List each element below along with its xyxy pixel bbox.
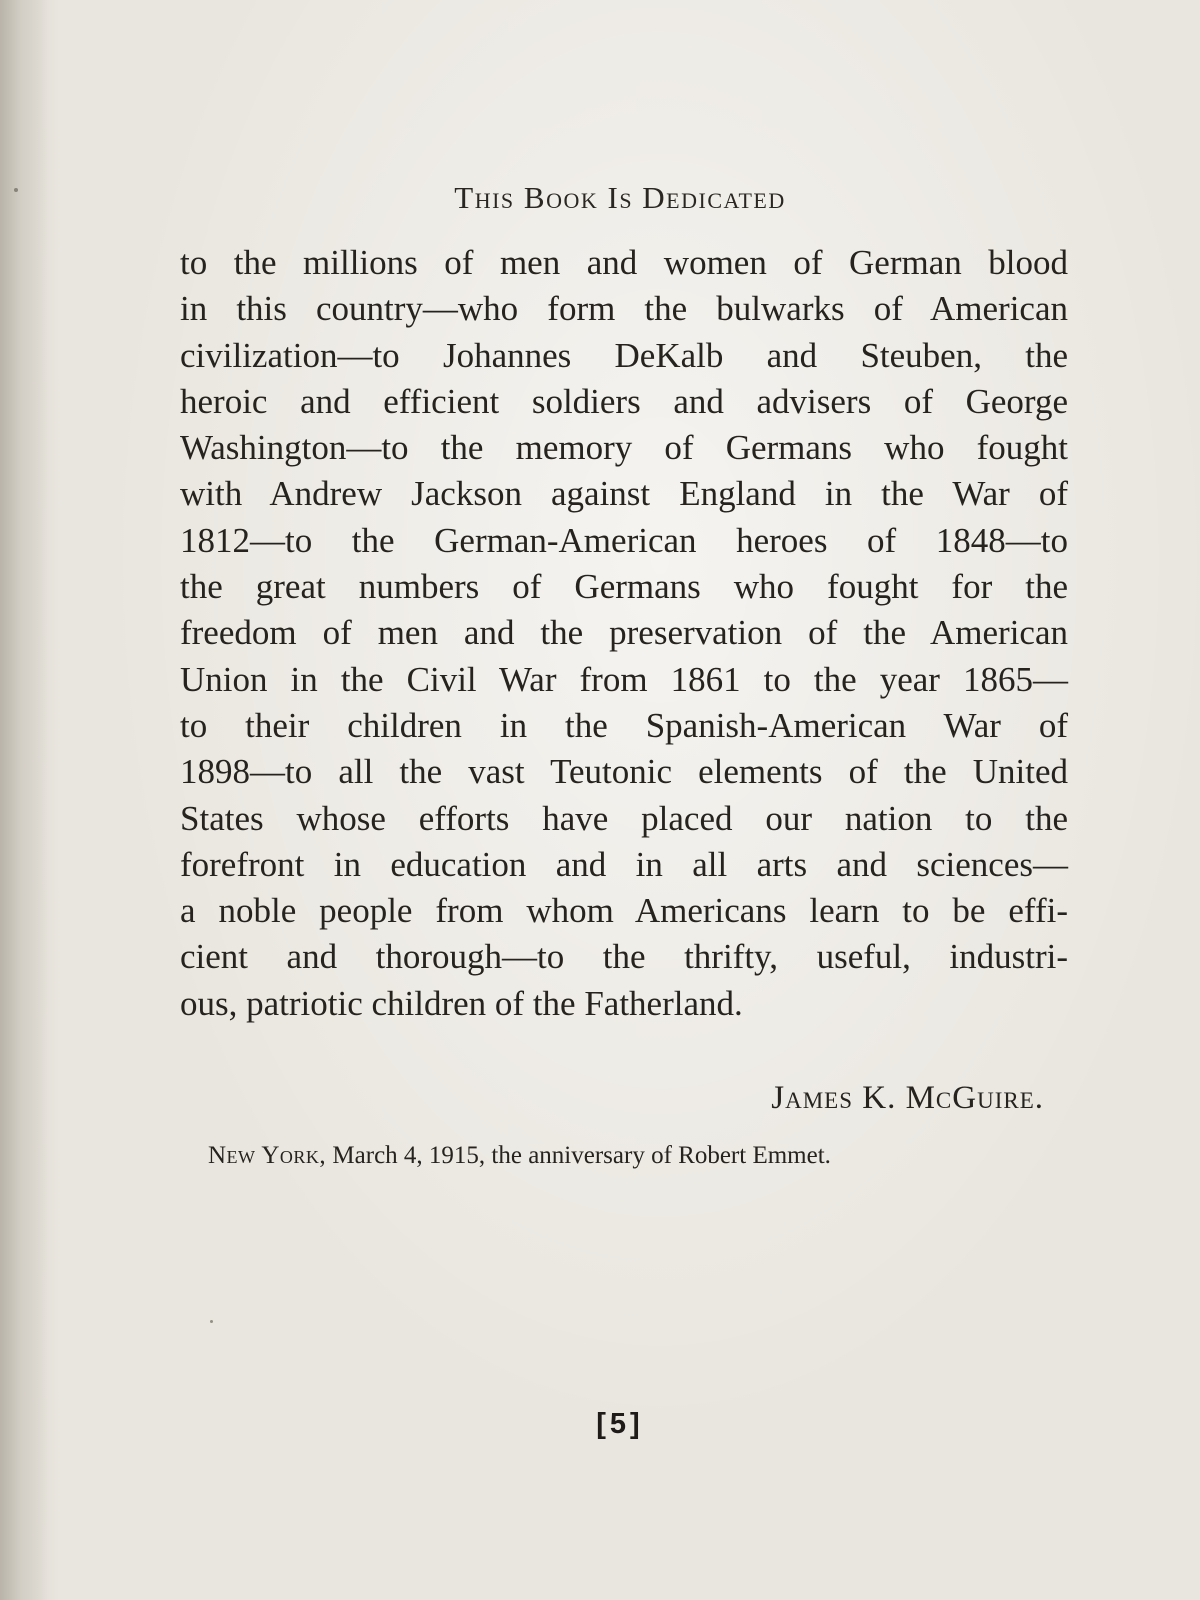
page-number: [5] (596, 1408, 644, 1440)
dedication-line: Union in the Civil War from 1861 to the year 1865— (180, 659, 1068, 699)
dedication-line: States whose efforts have placed our nation to the (180, 798, 1068, 838)
dedication-line: the great numbers of Germans who fought for the (180, 567, 1068, 607)
dedication-line: in this country—who form the bulwarks of American (180, 289, 1068, 329)
dedication-line: to their children in the Spanish-American War of (180, 705, 1068, 745)
paper-speck (210, 1320, 213, 1323)
dedication-line: 1812—to the German-American heroes of 1848—to (180, 520, 1068, 560)
dedication-line: 1898—to all the vast Teutonic elements of the United (180, 752, 1068, 792)
dedication-line: heroic and efficient soldiers and advisers of George (180, 381, 1068, 421)
dedication-line: freedom of men and the preservation of the American (180, 613, 1068, 653)
place-name: New York, (208, 1142, 327, 1169)
page-gutter-shadow (0, 0, 48, 1600)
dedication-text (180, 240, 1068, 1027)
dedication-line: cient and thorough—to the thrifty, useful, industri- (180, 937, 1068, 977)
place-date-line (208, 1142, 1058, 1170)
author-signature: James K. McGuire. (771, 1080, 1044, 1116)
dedication-line: Washington—to the memory of Germans who fought (180, 428, 1068, 468)
dedication-line: to the millions of men and women of German blood (180, 243, 1068, 282)
dedication-line: a noble people from whom Americans learn to be effi- (180, 891, 1068, 931)
dedication-line: civilization—to Johannes DeKalb and Steuben, the (180, 335, 1068, 375)
date-note: March 4, 1915, the anniversary of Robert Emmet. (326, 1142, 831, 1169)
dedication-line: forefront in education and in all arts and sciences— (180, 844, 1068, 884)
dedication-line: with Andrew Jackson against England in the War of (180, 474, 1068, 514)
dedication-line: ous, patriotic children of the Fatherland. (180, 983, 743, 1023)
dedication-heading: This Book Is Dedicated (454, 180, 786, 215)
